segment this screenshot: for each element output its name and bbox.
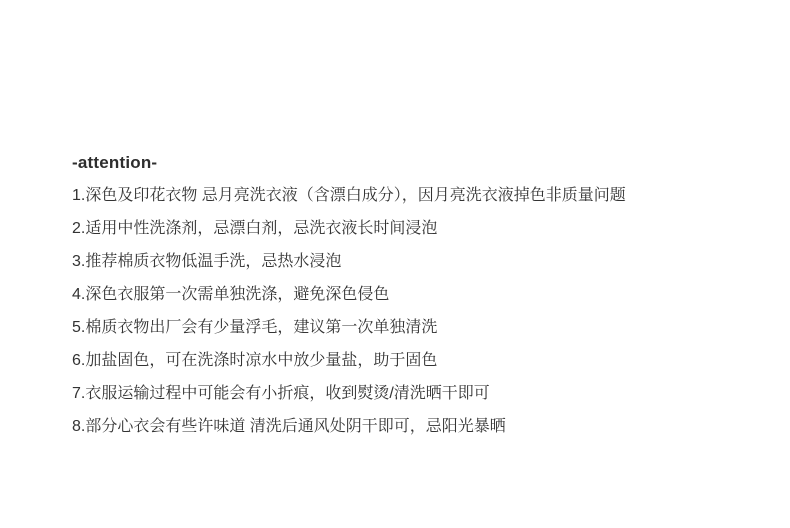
- notice-line-2: 2.适用中性洗涤剂，忌漂白剂，忌洗衣液长时间浸泡: [72, 220, 438, 237]
- notice-line-8: 8.部分心衣会有些许味道 清洗后通风处阴干即可，忌阳光暴晒: [72, 418, 506, 435]
- attention-title: -attention-: [72, 153, 158, 172]
- notice-line-4: 4.深色衣服第一次需单独洗涤，避免深色侵色: [72, 286, 390, 303]
- notice-line-5: 5.棉质衣物出厂会有少量浮毛，建议第一次单独清洗: [72, 319, 438, 336]
- care-notice-block: [72, 146, 752, 443]
- notice-line-6: 6.加盐固色，可在洗涤时凉水中放少量盐，助于固色: [72, 352, 438, 369]
- notice-line-7: 7.衣服运输过程中可能会有小折痕，收到熨烫/清洗晒干即可: [72, 385, 490, 402]
- notice-line-1: 1.深色及印花衣物 忌月亮洗衣液（含漂白成分），因月亮洗衣液掉色非质量问题: [72, 187, 626, 204]
- notice-line-3: 3.推荐棉质衣物低温手洗，忌热水浸泡: [72, 253, 342, 270]
